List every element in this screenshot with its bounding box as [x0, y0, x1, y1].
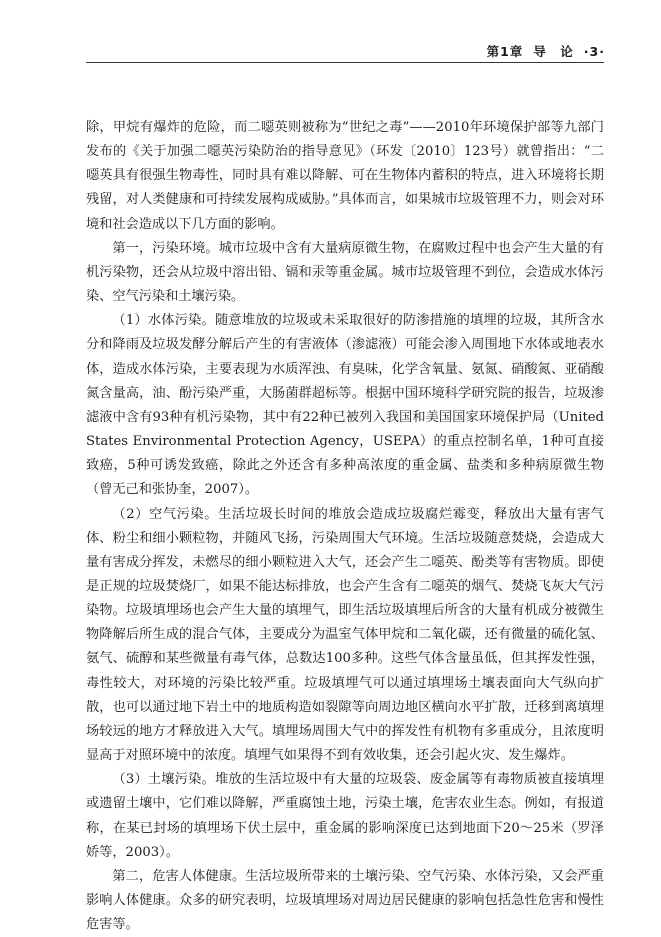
running-header: [477, 42, 605, 60]
paragraph-continuation: 除，甲烷有爆炸的危险，而二噁英则被称为“世纪之毒”——2010年环境保护部等九部门发布的《关于加强二噁英污染防治的指导意见》（环发〔2010〕123号）就曾指出：“二噁英具有很强生物毒性，同时具有难以降解、可在生物体内蓄积的特点，进入环境将长期残留，对人类健康和可持续发展构成威胁。”具体而言，如果城市垃圾管理不力，则会对环境和社会造成以下几方面的影响。: [86, 120, 604, 232]
header-rule: [86, 62, 604, 63]
paragraph-air-pollution: （2）空气污染。生活垃圾长时间的堆放会造成垃圾腐烂霉变，释放出大量有害气体、粉尘和细小颗粒物，并随风飞扬，污染周围大气环境。生活垃圾随意焚烧，会造成大量有害成分挥发，未燃尽的细小颗粒进入大气，还会产生二噁英、酚类等有害物质。即使是正规的垃圾焚烧厂，如果不能达标排放，也会产生含有二噁英的烟气、焚烧飞灰大气污染物。垃圾填埋场也会产生大量的填埋气，即生活垃圾填埋后所含的大量有机成分被微生物降解后所生成的混合气体，主要成分为温室气体甲烷和二氧化碳，还有微量的硫化氢、氨气、硫醇和某些微量有毒气体，总数达100多种。这些气体含量虽低，但其挥发性强，毒性较大，对环境的污染比较严重。垃圾填埋气可以通过填埋场土壤表面向大气纵向扩散，也可以通过地下岩土中的地质构造如裂隙等向周边地区横向水平扩散，迁移到离填埋场较远的地方才释放进入大气。填埋场周围大气中的挥发性有机物有多重成分，且浓度明显高于对照环境中的浓度。填埋气如果得不到有效收集，还会引起火灾、发生爆炸。: [86, 506, 604, 764]
paragraph-water-pollution: （1）水体污染。随意堆放的垃圾或未采取很好的防渗措施的填埋的垃圾，其所含水分和降雨及垃圾发酵分解后产生的有害液体（渗滤液）可能会渗入周围地下水体或地表水体，造成水体污染，主要表现为水质浑浊、有臭味，化学含氧量、氨氮、硝酸氮、亚硝酸氮含量高，油、酚污染严重，大肠菌群超标等。根据中国环境科学研究院的报告，垃圾渗滤液中含有93种有机污染物，其中有22种已被列入我国和美国国家环境保护局（United States Environmental Protection Agency，USEPA）的重点控制名单，1种可直接致癌，5种可诱发致癌，除此之外还含有多种高浓度的重金属、盐类和多种病原微生物（曾无己和张协奎，2007）。: [86, 313, 604, 498]
paragraph-soil-pollution: （3）土壤污染。堆放的生活垃圾中有大量的垃圾袋、废金属等有毒物质被直接填埋或遗留土壤中，它们难以降解，严重腐蚀土地，污染土壤，危害农业生态。例如，有报道称，在某已封场的填埋场下伏土层中，重金属的影响深度已达到地面下20～25米（罗泽娇等，2003）。: [86, 772, 604, 860]
chapter-number: 第1章: [486, 44, 524, 59]
page-number: ·3·: [583, 44, 605, 59]
body-text: [86, 116, 604, 937]
chapter-title: 导 论: [533, 44, 574, 59]
paragraph-health: 第二，危害人体健康。生活垃圾所带来的土壤污染、空气污染、水体污染，又会严重影响人体健康。众多的研究表明，垃圾填埋场对周边居民健康的影响包括急性危害和慢性危害等。: [86, 868, 604, 933]
paragraph-pollution: 第一，污染环境。城市垃圾中含有大量病原微生物，在腐败过程中也会产生大量的有机污染物，还会从垃圾中溶出铅、镉和汞等重金属。城市垃圾管理不到位，会造成水体污染、空气污染和土壤污染。: [86, 240, 604, 305]
